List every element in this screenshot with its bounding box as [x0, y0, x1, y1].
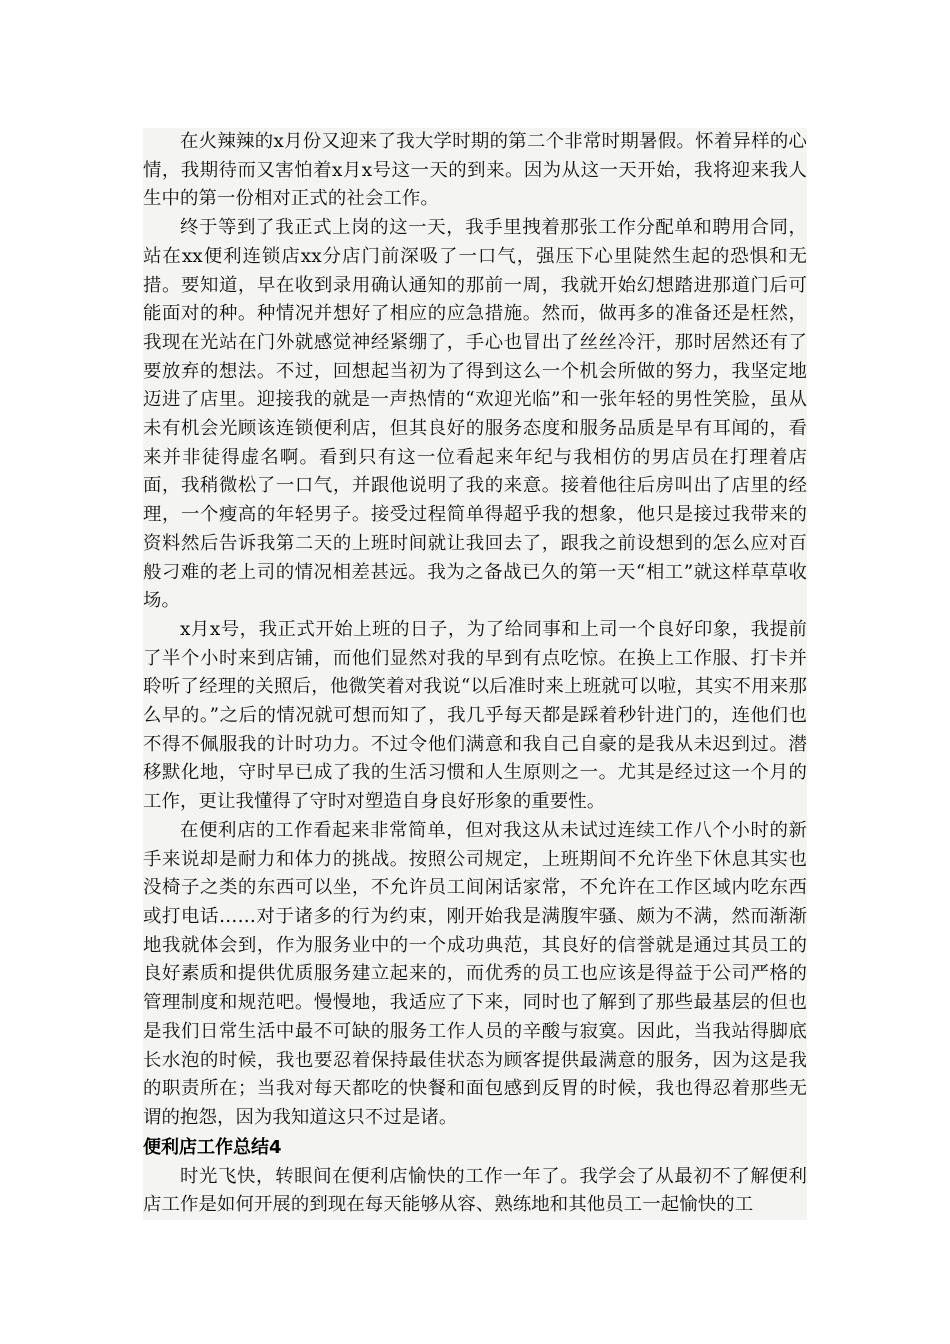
paragraph-1: 在火辣辣的x月份又迎来了我大学时期的第二个非常时期暑假。怀着异样的心情，我期待而又害怕着x月x号这一天的到来。因为从这一天开始，我将迎来我人生中的第一份相对正式的社会工作。	[143, 131, 807, 210]
section-heading: 便利店工作总结4	[143, 1136, 282, 1158]
paragraph-4: 在便利店的工作看起来非常简单，但对我这从未试过连续工作八个小时的新手来说却是耐力和体力的挑战。按照公司规定，上班期间不允许坐下休息其实也没椅子之类的东西可以坐，不允许员工间闲话家常，不允许在工作区域内吃东西或打电话……对于诸多的行为约束，刚开始我是满腹牢骚、颇为不满，然而渐渐地我就体会到，作为服务业中的一个成功典范，其良好的信誉就是通过其员工的良好素质和提供优质服务建立起来的，而优秀的员工也应该是得益于公司严格的管理制度和规范吧。慢慢地，我适应了下来，同时也了解到了那些最基层的但也是我们日常生活中最不可缺的服务工作人员的辛酸与寂寞。因此，当我站得脚底长水泡的时候，我也要忍着保持最佳状态为顾客提供最满意的服务，因为这是我的职责所在；当我对每天都吃的快餐和面包感到反胃的时候，我也得忍着那些无谓的抱怨，因为我知道这只不过是诸。	[143, 819, 807, 1128]
document-body	[143, 128, 807, 1220]
paragraph-2: 终于等到了我正式上岗的这一天，我手里拽着那张工作分配单和聘用合同，站在xx便利连锁店xx分店门前深吸了一口气，强压下心里陡然生起的恐惧和无措。要知道，早在收到录用确认通知的那前一周，我就开始幻想踏进那道门后可能面对的种。种情况并想好了相应的应急措施。然而，做再多的准备还是枉然，我现在光站在门外就感觉神经紧绷了，手心也冒出了丝丝冷汗，那时居然还有了要放弃的想法。不过，回想起当初为了得到这么一个机会所做的努力，我坚定地迈进了店里。迎接我的就是一声热情的“欢迎光临”和一张年轻的男性笑脸，虽从未有机会光顾该连锁便利店，但其良好的服务态度和服务品质是早有耳闻的，看来并非徒得虚名啊。看到只有这一位看起来年纪与我相仿的男店员在打理着店面，我稍微松了一口气，并跟他说明了我的来意。接着他往后房叫出了店里的经理，一个瘦高的年轻男子。接受过程简单得超乎我的想象，他只是接过我带来的资料然后告诉我第二天的上班时间就让我回去了，跟我之前设想到的怎么应对百般刁难的老上司的情况相差甚远。我为之备战已久的第一天“相工”就这样草草收场。	[143, 217, 807, 612]
paragraph-3: x月x号，我正式开始上班的日子，为了给同事和上司一个良好印象，我提前了半个小时来到店铺，而他们显然对我的早到有点吃惊。在换上工作服、打卡并聆听了经理的关照后，他微笑着对我说“以后准时来上班就可以啦，其实不用来那么早的。”之后的情况就可想而知了，我几乎每天都是踩着秒针进门的，连他们也不得不佩服我的计时功力。不过令他们满意和我自己自豪的是我从未迟到过。潜移默化地，守时早已成了我的生活习惯和人生原则之一。尤其是经过这一个月的工作，更让我懂得了守时对塑造自身良好形象的重要性。	[143, 618, 807, 813]
paragraph-5: 时光飞快，转眼间在便利店愉快的工作一年了。我学会了从最初不了解便利店工作是如何开展的到现在每天能够从容、熟练地和其他员工一起愉快的工	[143, 1165, 807, 1216]
